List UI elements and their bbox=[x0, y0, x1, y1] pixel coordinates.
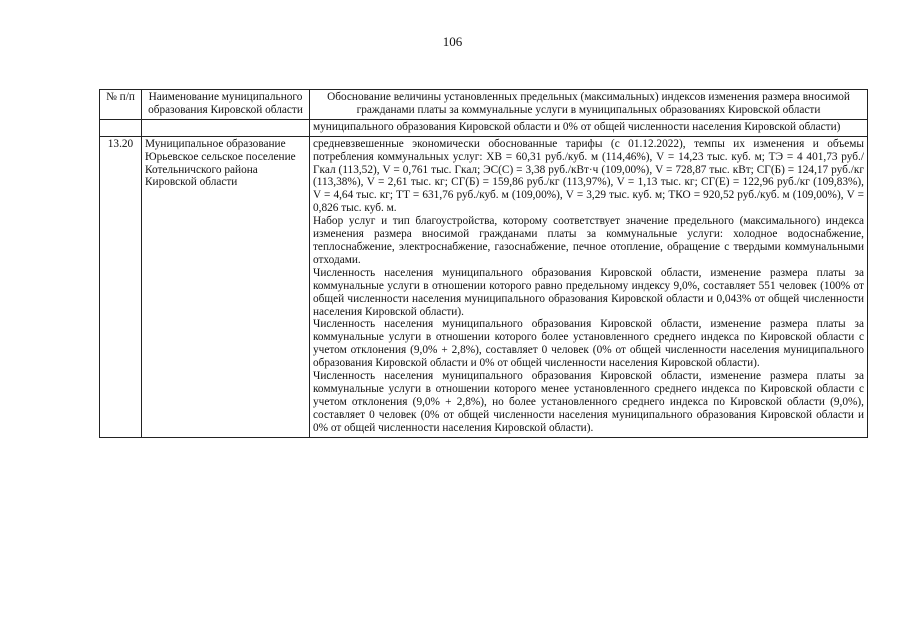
row-number bbox=[100, 119, 142, 136]
header-number: № п/п bbox=[100, 90, 142, 120]
basis-paragraph: Набор услуг и тип благоустройства, которому соответствует значение предельного (максимального) индекса изменения размера вносимой гражданами платы за коммунальные услуги: холодное водоснабжение, теплоснабжение, электроснабжение, газоснабжение, печное отопление, обращение с твердыми коммунальными отходами. bbox=[313, 215, 864, 266]
table-row bbox=[100, 136, 868, 437]
basis-paragraph: Численность населения муниципального образования Кировской области, изменение размера платы за коммунальные услуги в отношении которого менее установленного среднего индекса по Кировской области с учетом отклонения (9,0% + 2,8%), но более установленного среднего индекса по Кировской области (9,0%), составляет 0 человек (0% от общей численности населения муниципального образования Кировской области и 0% от общей численности населения Кировской области). bbox=[313, 370, 864, 434]
row-number: 13.20 bbox=[100, 136, 142, 437]
header-municipality: Наименование муниципального образования Кировской области bbox=[142, 90, 310, 120]
table-row bbox=[100, 119, 868, 136]
basis-paragraph: Численность населения муниципального образования Кировской области, изменение размера платы за коммунальные услуги в отношении которого более установленного среднего индекса по Кировской области с учетом отклонения (9,0% + 2,8%), составляет 0 человек (0% от общей численности населения муниципального образования Кировской области и 0% от общей численности населения Кировской области). bbox=[313, 318, 864, 370]
tariff-index-table bbox=[99, 89, 868, 438]
page-number: 106 bbox=[442, 34, 463, 49]
row-basis bbox=[310, 136, 868, 437]
row-municipality bbox=[142, 119, 310, 136]
basis-paragraph: средневзвешенные экономически обоснованные тарифы (с 01.12.2022), темпы их изменения и объемы потребления коммунальных услуг: ХВ = 60,31 руб./куб. м (114,46%), V = 14,23 тыс. куб. м; ТЭ = 4 401,73 руб./Гкал (113,52), V = 0,761 тыс. Гкал; ЭС(С) = 3,38 руб./кВт·ч (109,00%), V = 728,87 тыс. кВт; СГ(Б) = 124,17 руб./кг (113,38%), V = 2,61 тыс. кг; СГ(Б) = 159,86 руб./кг (113,97%), V = 1,13 тыс. кг; СГ(Е) = 122,96 руб./кг (109,83%), V = 4,64 тыс. кг; ТТ = 631,76 руб./куб. м (109,00%), V = 3,29 тыс. куб. м; ТКО = 920,52 руб./куб. м (109,00%), V = 0,826 тыс. куб. м. bbox=[313, 137, 864, 215]
basis-paragraph: Численность населения муниципального образования Кировской области, изменение размера платы за коммунальные услуги в отношении которого равно предельному индексу 9,0%, составляет 551 человек (100% от общей численности населения муниципального образования Кировской области и 0,043% от общей численности населения Кировской области). bbox=[313, 266, 864, 318]
header-basis: Обоснование величины установленных предельных (максимальных) индексов изменения размера вносимой гражданами платы за коммунальные услуги в муниципальных образованиях Кировской области bbox=[310, 90, 868, 120]
basis-paragraph: муниципального образования Кировской области и 0% от общей численности населения Кировской области) bbox=[313, 120, 841, 133]
table-header-row bbox=[100, 90, 868, 120]
row-municipality: Муниципальное образование Юрьевское сельское поселение Котельничского района Кировской области bbox=[142, 136, 310, 437]
row-basis bbox=[310, 119, 868, 136]
